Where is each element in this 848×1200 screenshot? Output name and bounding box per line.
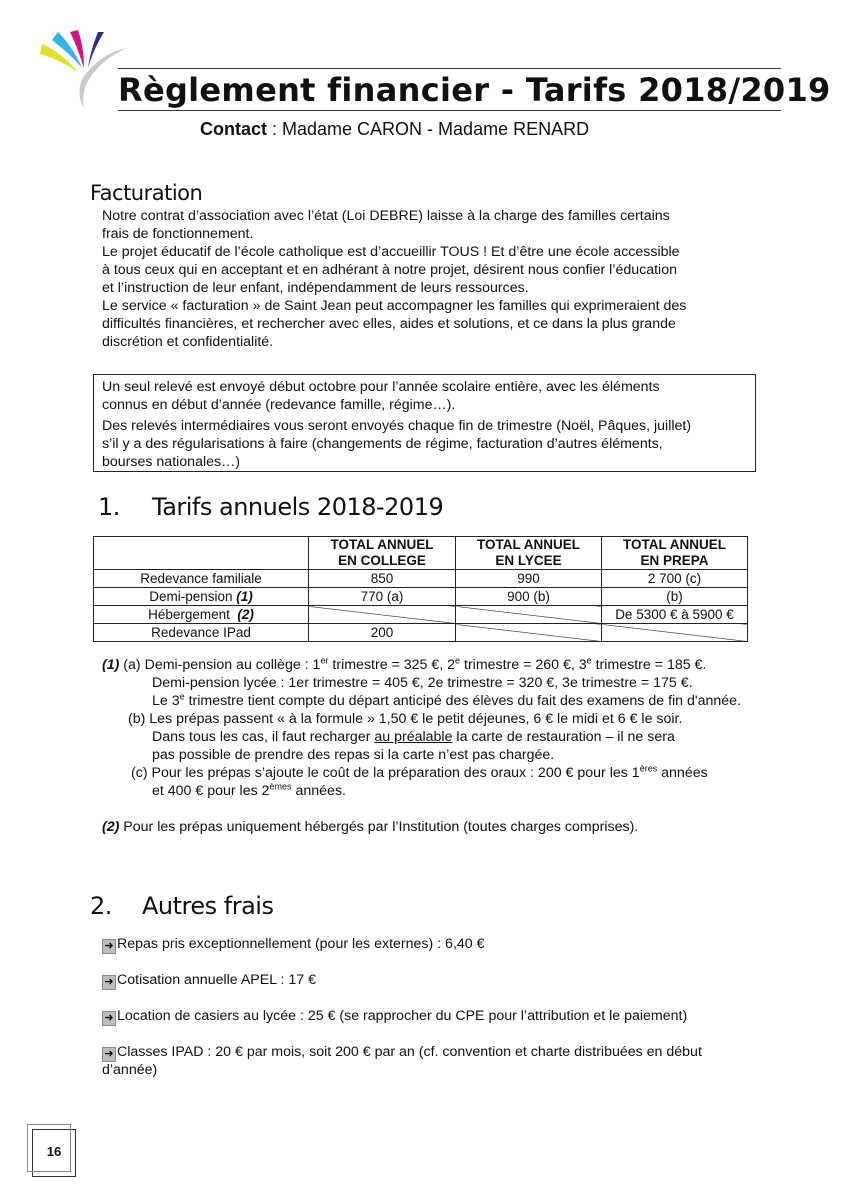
section1-title: Tarifs annuels 2018-2019 [152, 493, 444, 521]
arrow-right-icon: ➜ [102, 975, 116, 990]
note-text: Dans tous les cas, il faut recharger [152, 729, 375, 745]
note-text: (a) Demi-pension au collège : 1 [123, 657, 321, 673]
table-corner-cell [94, 537, 309, 570]
note-1b-3: pas possible de prendre des repas si la carte n’est pas chargée. [152, 747, 555, 763]
note-text: trimestre = 185 €. [591, 657, 707, 673]
note-text: et 400 € pour les 2 [152, 783, 270, 799]
contact-line [200, 119, 589, 140]
underlined-text: au préalable [374, 729, 453, 745]
row-label-text: Hébergement [148, 606, 230, 622]
table-row [94, 588, 748, 606]
title-rule-top [118, 68, 781, 69]
cell-prepa: De 5300 € à 5900 € [602, 606, 748, 624]
note-marker-1: (1) [102, 657, 120, 673]
header-line: EN LYCEE [495, 553, 562, 568]
list-item-text: Location de casiers au lycée : 25 € (se rapprocher du CPE pour l’attribution et le paiement) [117, 1008, 688, 1024]
row-label-text: Demi-pension [149, 588, 233, 604]
superscript: er [320, 655, 329, 666]
note-1a [102, 656, 706, 674]
header-line: EN PREPA [640, 553, 709, 568]
note-text: années [657, 765, 708, 781]
text-line: Un seul relevé est envoyé début octobre pour l’année scolaire entière, avec les éléments [102, 379, 660, 395]
text-line: frais de fonctionnement. [102, 226, 254, 242]
contact-label: Contact [200, 119, 267, 139]
list-item [102, 1043, 702, 1062]
superscript: ères [639, 763, 658, 774]
cell-college-empty [309, 606, 456, 624]
header-lycee [456, 537, 602, 570]
section1-number: 1. [98, 493, 120, 521]
note-text: trimestre = 260 €, 3 [460, 657, 587, 673]
text-line: discrétion et confidentialité. [102, 334, 274, 350]
note-marker-2: (2) [102, 819, 120, 835]
note-1a-lycee: Demi-pension lycée : 1er trimestre = 405 €, 2e trimestre = 320 €, 3e trimestre = 175 €. [152, 675, 693, 691]
contact-value: : Madame CARON - Madame RENARD [272, 119, 590, 139]
school-logo [38, 28, 128, 108]
note-text: trimestre = 325 €, 2 [328, 657, 456, 673]
list-item-continuation: d’année) [102, 1062, 158, 1078]
list-item-text: Repas pris exceptionnellement (pour les externes) : 6,40 € [117, 936, 485, 952]
note-1c [131, 764, 708, 782]
row-label [94, 588, 309, 606]
note-text: Le 3 [152, 693, 180, 709]
section2-title: Autres frais [142, 892, 274, 920]
text-line: et l’instruction de leur enfant, indépendamment de leurs ressources. [102, 280, 529, 296]
text-line: Le service « facturation » de Saint Jean peut accompagner les familles qui exprimeraient des [102, 298, 687, 314]
table-header-row [94, 537, 748, 570]
header-line: TOTAL ANNUEL [623, 537, 726, 552]
note-text: (c) Pour les prépas s’ajoute le coût de la préparation des oraux : 200 € pour les 1 [131, 765, 640, 781]
text-line: difficultés financières, et rechercher avec elles, aides et solutions, et ce dans la plus grande [102, 316, 676, 332]
superscript: èmes [269, 781, 292, 792]
cell-prepa: (b) [602, 588, 748, 606]
text-line: bourses nationales…) [102, 454, 241, 470]
text-line: à tous ceux qui en acceptant et en adhérant à notre projet, désirent nous confier l’éducation [102, 262, 677, 278]
header-college [309, 537, 456, 570]
note-2 [102, 818, 638, 836]
text-line: Le projet éducatif de l’école catholique est d’accueillir TOUS ! Et d’être une école accessible [102, 244, 680, 260]
header-line: TOTAL ANNUEL [330, 537, 434, 552]
arrow-right-icon: ➜ [102, 1047, 116, 1062]
table-row [94, 570, 748, 588]
list-item-text: Cotisation annuelle APEL : 17 € [117, 972, 317, 988]
logo-yellow-stroke [40, 44, 78, 72]
table-row [94, 624, 748, 642]
cell-prepa-empty [602, 624, 748, 642]
note-text: la carte de restauration – il ne sera [452, 729, 675, 745]
facturation-paragraph [102, 207, 747, 351]
row-label: Redevance familiale [94, 570, 309, 588]
list-item [102, 935, 485, 954]
page-title: Règlement financier - Tarifs 2018/2019 [118, 71, 831, 109]
list-item [102, 1007, 687, 1026]
title-rule-bottom [118, 110, 781, 111]
note-text: trimestre tient compte du départ anticipé des élèves du fait des examens de fin d'année. [184, 693, 741, 709]
note-text: Pour les prépas uniquement hébergés par l’Institution (toutes charges comprises). [119, 819, 639, 835]
cell-lycee: 990 [456, 570, 602, 588]
section2-number: 2. [90, 892, 112, 920]
row-note: (2) [237, 606, 254, 622]
text-line: Notre contrat d’association avec l’état (Loi DEBRE) laisse à la charge des familles certains [102, 208, 670, 224]
table-row [94, 606, 748, 624]
cell-college: 200 [309, 624, 456, 642]
note-1b: (b) Les prépas passent « à la formule » 1,50 € le petit déjeunes, 6 € le midi et 6 € le soir. [128, 711, 683, 727]
header-line: TOTAL ANNUEL [477, 537, 580, 552]
text-line: connus en début d’année (redevance famille, régime…). [102, 397, 456, 413]
note-text: années. [291, 783, 346, 799]
superscript: e [586, 655, 592, 666]
superscript: e [179, 691, 185, 702]
arrow-right-icon: ➜ [102, 1011, 116, 1026]
text-line: Des relevés intermédiaires vous seront envoyés chaque fin de trimestre (Noël, Pâques, juillet) [102, 418, 692, 434]
cell-lycee: 900 (b) [456, 588, 602, 606]
header-prepa [602, 537, 748, 570]
page-number: 16 [32, 1129, 76, 1177]
cell-college: 770 (a) [309, 588, 456, 606]
facturation-heading: Facturation [90, 181, 203, 205]
cell-college: 850 [309, 570, 456, 588]
row-label [94, 606, 309, 624]
superscript: e [455, 655, 461, 666]
list-item-text: Classes IPAD : 20 € par mois, soit 200 € par an (cf. convention et charte distribuées en début [117, 1044, 702, 1060]
arrow-right-icon: ➜ [102, 939, 116, 954]
note-1b-2 [152, 728, 675, 746]
cell-prepa: 2 700 (c) [602, 570, 748, 588]
cell-lycee-empty [456, 624, 602, 642]
tarifs-table [93, 536, 748, 642]
list-item [102, 971, 316, 990]
header-line: EN COLLEGE [338, 553, 426, 568]
box-text [102, 378, 747, 471]
billing-info-box [93, 374, 756, 472]
note-1a-3e [152, 692, 741, 710]
row-note: (1) [236, 588, 253, 604]
row-label: Redevance IPad [94, 624, 309, 642]
note-1c-2 [152, 782, 346, 800]
text-line: s’il y a des régularisations à faire (changements de régime, facturation d’autres éléments, [102, 436, 663, 452]
cell-lycee-empty [456, 606, 602, 624]
